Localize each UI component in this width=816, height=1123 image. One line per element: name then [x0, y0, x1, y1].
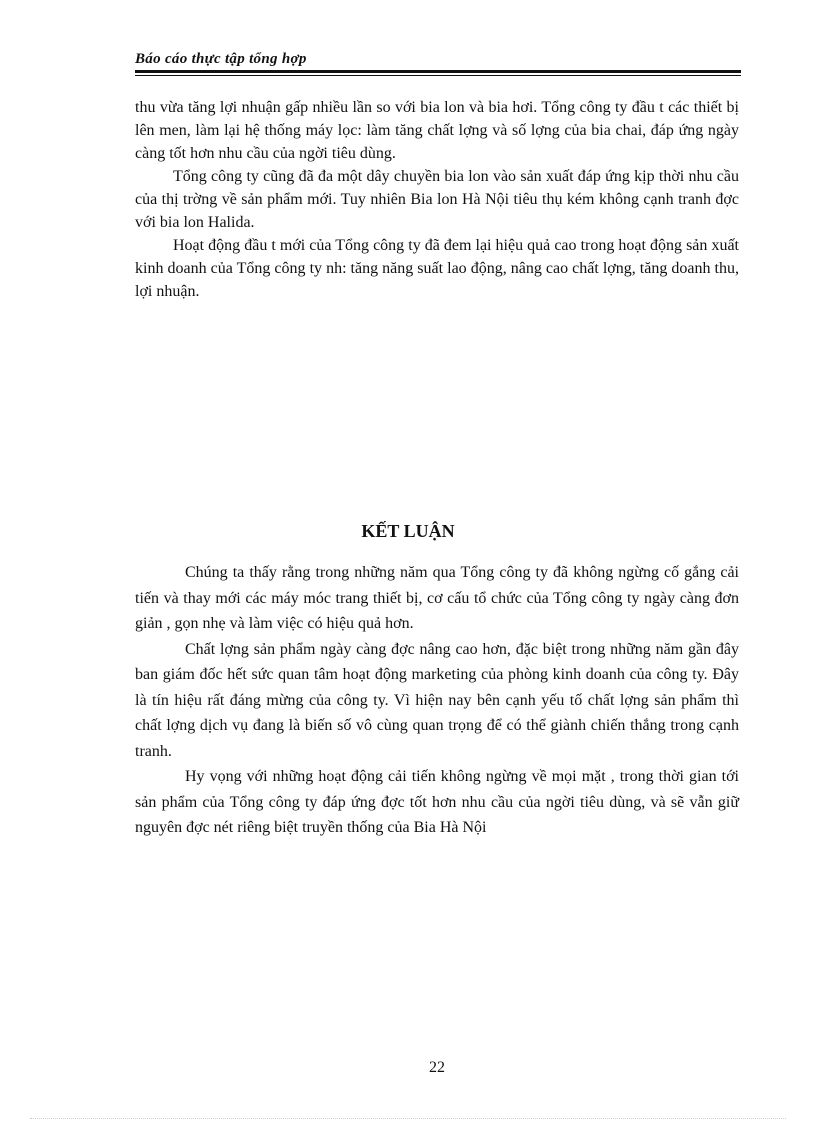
header-rule-thin — [135, 75, 741, 76]
conclusion-section — [135, 560, 739, 841]
paragraph: Tổng công ty cũng đã đa một dây chuyền bia lon vào sản xuất đáp ứng kịp thời nhu cầu của thị trờng về sản phẩm mới. Tuy nhiên Bia lon Hà Nội tiêu thụ kém không cạnh tranh đợc với bia lon Halida. — [135, 168, 739, 231]
paragraph: thu vừa tăng lợi nhuận gấp nhiều lần so với bia lon và bia hơi. Tổng công ty đầu t các thiết bị lên men, làm lại hệ thống máy lọc: làm tăng chất lợng và số lợng của bia chai, đáp ứng ngày càng tốt hơn nhu cầu của ngời tiêu dùng. — [135, 99, 739, 162]
conclusion-heading: KẾT LUẬN — [361, 521, 455, 541]
paragraph: Hoạt động đầu t mới của Tổng công ty đã đem lại hiệu quả cao trong hoạt động sản xuất kinh doanh của Tổng công ty nh: tăng năng suất lao động, nâng cao chất lợng, tăng doanh thu, lợi nhuận. — [135, 237, 739, 300]
top-section — [135, 96, 739, 303]
paragraph: Hy vọng với những hoạt động cải tiến không ngừng về mọi mặt , trong thời gian tới sản phẩm của Tổng công ty đáp ứng đợc tốt hơn nhu cầu của ngời tiêu dùng, và sẽ vẫn giữ nguyên đợc nét riêng biệt truyền thống của Bia Hà Nội — [135, 768, 739, 836]
paragraph: Chúng ta thấy rằng trong những năm qua Tổng công ty đã không ngừng cố gắng cải tiến và thay mới các máy móc trang thiết bị, cơ cấu tổ chức của Tổng công ty ngày càng đơn giản , gọn nhẹ và làm việc có hiệu quả hơn. — [135, 564, 739, 632]
page-header — [135, 50, 741, 68]
header-title: Báo cáo thực tập tổng hợp — [135, 51, 307, 67]
paragraph: Chất lợng sản phẩm ngày càng đợc nâng cao hơn, đặc biệt trong những năm gần đây ban giám đốc hết sức quan tâm hoạt động marketing của phòng kinh doanh của công ty. Đây là tín hiệu rất đáng mừng của công ty. Vì hiện nay bên cạnh yếu tố chất lợng sản phẩm thì chất lợng dịch vụ đang là biến số vô cùng quan trọng để có thể giành chiến thắng trong cạnh tranh. — [135, 640, 739, 760]
header-rule-thick — [135, 70, 741, 73]
page-number: 22 — [429, 1059, 445, 1076]
footer-divider — [30, 1118, 786, 1119]
